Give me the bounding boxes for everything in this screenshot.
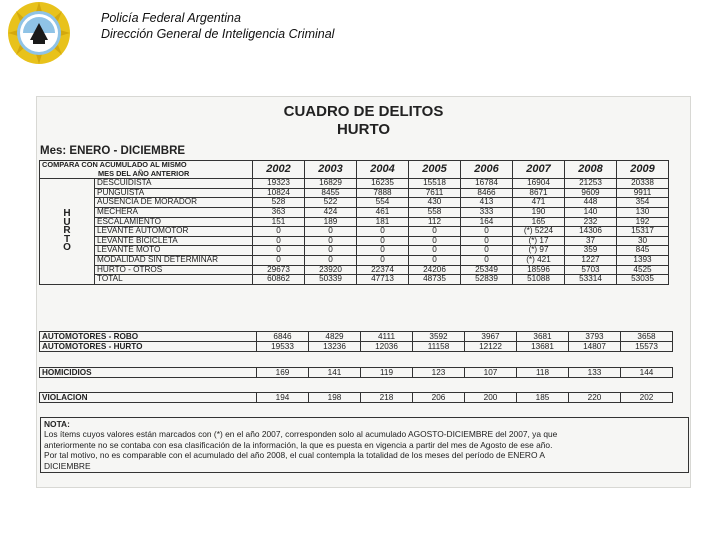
cell: 133 xyxy=(569,368,621,378)
cell: 0 xyxy=(357,236,409,246)
document-title: CUADRO DE DELITOS xyxy=(283,103,444,120)
cell: 0 xyxy=(253,255,305,265)
table-row xyxy=(40,179,669,189)
cell: 189 xyxy=(305,217,357,227)
cell: (*) 97 xyxy=(513,246,565,256)
scanned-document xyxy=(36,96,691,488)
cell: 0 xyxy=(409,255,461,265)
violacion-table xyxy=(39,392,673,403)
cell: 333 xyxy=(461,207,513,217)
year-header: 2004 xyxy=(357,161,409,179)
row-label: DESCUIDISTA xyxy=(95,179,253,189)
row-label: ESCALAMIENTO xyxy=(95,217,253,227)
cell: (*) 5224 xyxy=(513,227,565,237)
note-line: Por tal motivo, no es comparable con el acumulado del año 2008, el cual contempla la totalidad de los meses del período de ENERO A xyxy=(44,450,545,461)
cell: 424 xyxy=(305,207,357,217)
row-label: VIOLACION xyxy=(40,393,257,403)
cell: 60862 xyxy=(253,275,305,285)
row-label: LEVANTE MOTO xyxy=(95,246,253,256)
cell: 16829 xyxy=(305,179,357,189)
cell: 8466 xyxy=(461,188,513,198)
cell: 471 xyxy=(513,198,565,208)
cell: 53314 xyxy=(565,275,617,285)
cell: 130 xyxy=(617,207,669,217)
year-header: 2009 xyxy=(617,161,669,179)
cell: 185 xyxy=(517,393,569,403)
table-row xyxy=(40,265,669,275)
hurto-vertical-label: H U R T O xyxy=(40,179,95,285)
compare-note-cell xyxy=(40,161,253,179)
hurto-table xyxy=(39,160,669,285)
cell: 118 xyxy=(517,368,569,378)
cell: 190 xyxy=(513,207,565,217)
cell: 3681 xyxy=(517,332,569,342)
row-label: TOTAL xyxy=(95,275,253,285)
cell: 21253 xyxy=(565,179,617,189)
cell: 119 xyxy=(361,368,413,378)
cell: 3793 xyxy=(569,332,621,342)
cell: 19533 xyxy=(257,342,309,352)
cell: 200 xyxy=(465,393,517,403)
cell: 430 xyxy=(409,198,461,208)
cell: 16784 xyxy=(461,179,513,189)
cell: 0 xyxy=(461,227,513,237)
cell: 15317 xyxy=(617,227,669,237)
cell: 29673 xyxy=(253,265,305,275)
cell: 4111 xyxy=(361,332,413,342)
cell: 0 xyxy=(305,246,357,256)
cell: 3967 xyxy=(465,332,517,342)
cell: 23920 xyxy=(305,265,357,275)
cell: 0 xyxy=(253,236,305,246)
header-title-block xyxy=(101,10,334,42)
cell: 0 xyxy=(253,227,305,237)
row-label: PUNGUISTA xyxy=(95,188,253,198)
cell: 0 xyxy=(357,246,409,256)
cell: 10824 xyxy=(253,188,305,198)
cell: 140 xyxy=(565,207,617,217)
compare-line-2: MES DEL AÑO ANTERIOR xyxy=(98,168,190,178)
note-line: Los ítems cuyos valores están marcados con (*) en el año 2007, corresponden solo al acumulado AGOSTO-DICIEMBRE del 2007, ya que xyxy=(44,429,558,440)
cell: 0 xyxy=(461,246,513,256)
cell: 0 xyxy=(305,236,357,246)
year-header: 2003 xyxy=(305,161,357,179)
cell: 47713 xyxy=(357,275,409,285)
compare-line-1: COMPARA CON ACUMULADO AL MISMO xyxy=(42,160,187,169)
cell: 12122 xyxy=(465,342,517,352)
note-box xyxy=(40,417,689,473)
row-label: HURTO - OTROS xyxy=(95,265,253,275)
cell: 0 xyxy=(305,255,357,265)
cell: 16235 xyxy=(357,179,409,189)
cell: 9609 xyxy=(565,188,617,198)
cell: 232 xyxy=(565,217,617,227)
cell: 8671 xyxy=(513,188,565,198)
cell: 522 xyxy=(305,198,357,208)
cell: 50339 xyxy=(305,275,357,285)
row-label: AUSENCIA DE MORADOR xyxy=(95,198,253,208)
cell: 48735 xyxy=(409,275,461,285)
cell: 845 xyxy=(617,246,669,256)
row-label: MECHERA xyxy=(95,207,253,217)
cell: 12036 xyxy=(361,342,413,352)
cell: 363 xyxy=(253,207,305,217)
row-label: LEVANTE BICICLETA xyxy=(95,236,253,246)
table-row xyxy=(40,255,669,265)
cell: 13236 xyxy=(309,342,361,352)
cell: 448 xyxy=(565,198,617,208)
cell: (*) 17 xyxy=(513,236,565,246)
cell: 169 xyxy=(257,368,309,378)
cell: 16904 xyxy=(513,179,565,189)
cell: 112 xyxy=(409,217,461,227)
year-header: 2006 xyxy=(461,161,513,179)
cell: 0 xyxy=(357,255,409,265)
cell: 144 xyxy=(621,368,673,378)
document-subtitle: HURTO xyxy=(336,121,391,138)
cell: 141 xyxy=(309,368,361,378)
cell: 9911 xyxy=(617,188,669,198)
cell: 0 xyxy=(305,227,357,237)
cell: 107 xyxy=(465,368,517,378)
cell: 5703 xyxy=(565,265,617,275)
cell: 0 xyxy=(253,246,305,256)
cell: 165 xyxy=(513,217,565,227)
cell: 0 xyxy=(409,227,461,237)
cell: 18596 xyxy=(513,265,565,275)
cell: 4829 xyxy=(309,332,361,342)
cell: 13681 xyxy=(517,342,569,352)
cell: 22374 xyxy=(357,265,409,275)
cell: 11158 xyxy=(413,342,465,352)
cell: 413 xyxy=(461,198,513,208)
table-row xyxy=(40,332,673,342)
note-title: NOTA: xyxy=(44,419,70,429)
cell: 1393 xyxy=(617,255,669,265)
cell: 24206 xyxy=(409,265,461,275)
cell: 37 xyxy=(565,236,617,246)
cell: 25349 xyxy=(461,265,513,275)
cell: 14807 xyxy=(569,342,621,352)
cell: 3592 xyxy=(413,332,465,342)
table-row xyxy=(40,393,673,403)
cell: 14306 xyxy=(565,227,617,237)
cell: 0 xyxy=(409,236,461,246)
cell: 6846 xyxy=(257,332,309,342)
automotores-table xyxy=(39,331,673,352)
cell: 354 xyxy=(617,198,669,208)
cell: 0 xyxy=(357,227,409,237)
cell: 151 xyxy=(253,217,305,227)
cell: 194 xyxy=(257,393,309,403)
cell: 8455 xyxy=(305,188,357,198)
cell: 461 xyxy=(357,207,409,217)
cell: 0 xyxy=(461,236,513,246)
cell: 0 xyxy=(461,255,513,265)
table-row xyxy=(40,246,669,256)
header-line-1: Policía Federal Argentina xyxy=(101,11,241,25)
cell: 181 xyxy=(357,217,409,227)
year-header: 2005 xyxy=(409,161,461,179)
year-header: 2002 xyxy=(253,161,305,179)
cell: 202 xyxy=(621,393,673,403)
table-row xyxy=(40,368,673,378)
cell: 19323 xyxy=(253,179,305,189)
cell: 3658 xyxy=(621,332,673,342)
row-label: AUTOMOTORES - ROBO xyxy=(40,332,257,342)
homicidios-table xyxy=(39,367,673,378)
cell: 53035 xyxy=(617,275,669,285)
cell: 4525 xyxy=(617,265,669,275)
cell: 123 xyxy=(413,368,465,378)
cell: 558 xyxy=(409,207,461,217)
cell: 51088 xyxy=(513,275,565,285)
cell: 7611 xyxy=(409,188,461,198)
cell: 164 xyxy=(461,217,513,227)
cell: 198 xyxy=(309,393,361,403)
cell: 1227 xyxy=(565,255,617,265)
cell: 220 xyxy=(569,393,621,403)
cell: 218 xyxy=(361,393,413,403)
cell: 7888 xyxy=(357,188,409,198)
cell: 192 xyxy=(617,217,669,227)
police-emblem-logo xyxy=(4,2,74,64)
cell: (*) 421 xyxy=(513,255,565,265)
row-label: LEVANTE AUTOMOTOR xyxy=(95,227,253,237)
table-row-total xyxy=(40,275,669,285)
year-header-row xyxy=(40,161,669,179)
cell: 52839 xyxy=(461,275,513,285)
year-header: 2007 xyxy=(513,161,565,179)
cell: 0 xyxy=(409,246,461,256)
note-line: anteriormente no se contaba con esa clasificación de la información, la que es puesta en vigencia a partir del mes de Agosto de ese año. xyxy=(44,439,553,450)
cell: 206 xyxy=(413,393,465,403)
cell: 15518 xyxy=(409,179,461,189)
period-label: Mes: ENERO - DICIEMBRE xyxy=(40,145,186,157)
cell: 554 xyxy=(357,198,409,208)
row-label: HOMICIDIOS xyxy=(40,368,257,378)
cell: 15573 xyxy=(621,342,673,352)
table-row xyxy=(40,207,669,217)
cell: 528 xyxy=(253,198,305,208)
row-label: AUTOMOTORES - HURTO xyxy=(40,342,257,352)
header-line-2: Dirección General de Inteligencia Criminal xyxy=(101,27,335,41)
table-row xyxy=(40,227,669,237)
cell: 30 xyxy=(617,236,669,246)
table-row xyxy=(40,342,673,352)
note-line: DICIEMBRE xyxy=(44,460,91,471)
year-header: 2008 xyxy=(565,161,617,179)
row-label: MODALIDAD SIN DETERMINAR xyxy=(95,255,253,265)
cell: 20338 xyxy=(617,179,669,189)
cell: 359 xyxy=(565,246,617,256)
